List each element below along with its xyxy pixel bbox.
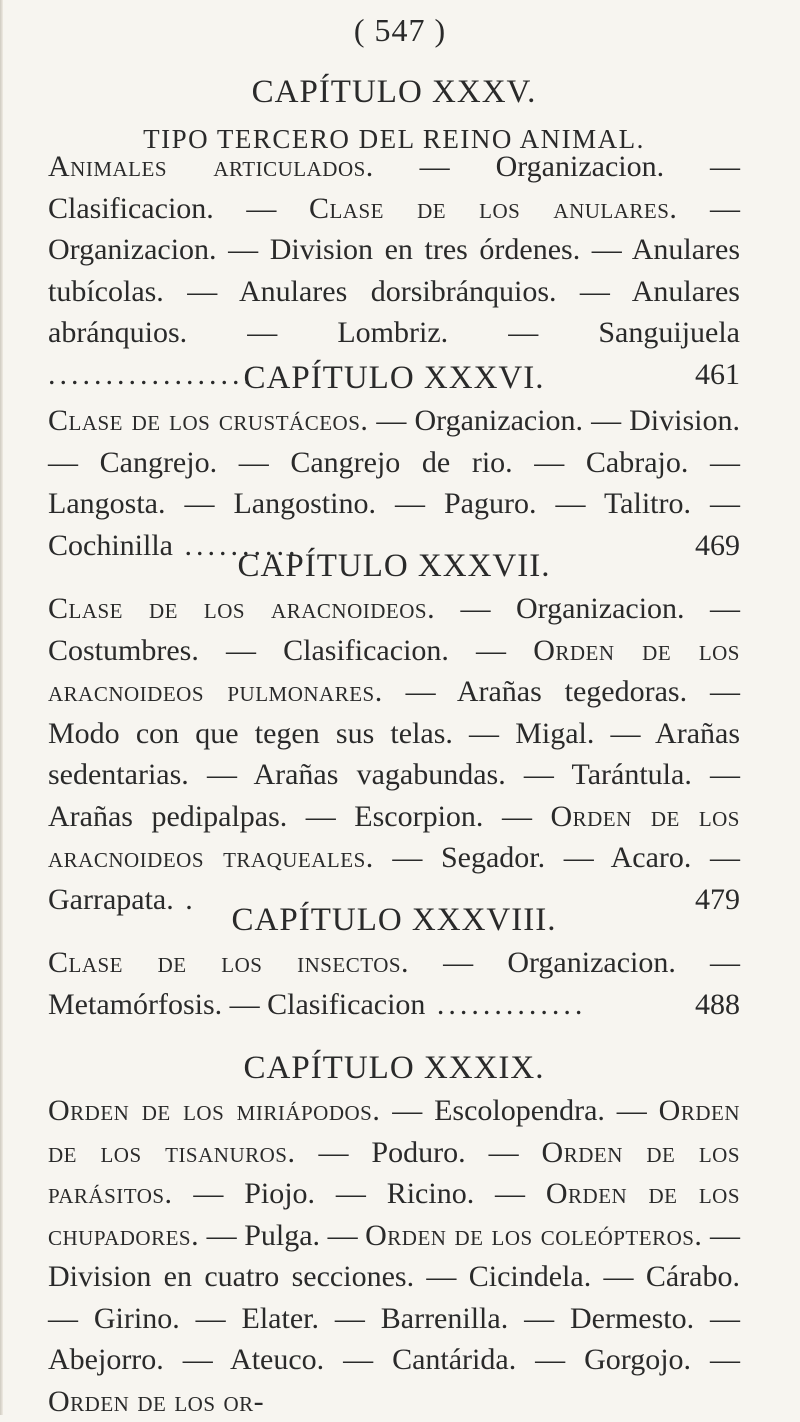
page-number: ( 547 ) [353, 12, 447, 48]
summary-text: — Arañas tegedoras. — Modo con que tegen sus telas. — Migal. — Arañas sedentarias. — Arañas vagabundas. — Tarántula. — Arañas pedipalpas. — Escorpion. — [48, 675, 740, 833]
chapter-summary [48, 942, 740, 1025]
chapter-summary [48, 1090, 740, 1422]
chapter-summary [48, 588, 740, 920]
summary-text: — Organizacion. — Metamórfosis. — Clasificacion [48, 946, 740, 1021]
summary-section: Orden de los parásitos. [48, 1135, 740, 1210]
chapter-subtitle: TIPO TERCERO DEL REINO ANIMAL. [143, 124, 645, 154]
summary-section: Clase de los anulares. [308, 191, 678, 225]
summary-text: — Poduro. — [295, 1135, 542, 1169]
page-reference: 479 [695, 882, 740, 916]
summary-lead: Animales articulados. [48, 150, 374, 183]
summary-lead: Clase de los insectos. [48, 946, 410, 979]
page-edge [0, 0, 3, 1415]
chapter-title: CAPÍTULO XXXVI. [243, 360, 545, 396]
chapter-title: CAPÍTULO XXXVII. [237, 548, 551, 584]
leader-dots: . [173, 882, 197, 916]
summary-text: — Organizacion. — Costumbres. — Clasificacion. — [48, 592, 741, 667]
leader-dots: .................. [48, 357, 255, 391]
summary-text: — Division en cuatro secciones. — Cicindela. — Cárabo. — Girino. — Elater. — Barrenilla. — Dermesto. — Abejorro. — Ateuco. — Cantárida. — Gorgojo. — [48, 1218, 740, 1376]
page-reference: 461 [695, 357, 740, 391]
chapter-summary [48, 400, 740, 566]
summary-text: — Organizacion. — Division en tres órdenes. — Anulares tubícolas. — Anulares dorsibránquios. — Anulares abránquios. — Lombriz. — Sanguijuela [48, 191, 741, 349]
summary-section: Orden de los or- [48, 1384, 265, 1418]
page-reference: 469 [695, 528, 740, 562]
summary-lead: Orden de los miriápodos. [48, 1094, 381, 1127]
chapter-title: CAPÍTULO XXXV. [251, 74, 537, 110]
chapter-summary [48, 146, 740, 395]
summary-text: — Piojo. — Ricino. — [172, 1177, 546, 1210]
summary-text: — Segador. — Acaro. — Garrapata. [48, 841, 741, 916]
summary-section: Orden de los aracnoideos pulmonares. [48, 633, 740, 708]
leader-dots: .......... [172, 528, 300, 562]
summary-lead: Clase de los crustáceos. [48, 404, 369, 437]
page-reference: 488 [695, 987, 740, 1021]
summary-text: — Escolopendra. — [380, 1094, 659, 1127]
summary-section: Orden de los tisanuros. [48, 1094, 740, 1169]
leader-dots: ............. [425, 987, 587, 1021]
summary-text: — Pulga. — [199, 1218, 366, 1252]
summary-section: Orden de los chupadores. [48, 1177, 740, 1252]
chapter-title: CAPÍTULO XXXVIII. [231, 902, 557, 938]
summary-section: Orden de los coleópteros. [365, 1218, 703, 1252]
summary-section: Orden de los aracnoideos traqueales. [48, 799, 740, 874]
summary-text: — Organizacion. — Division. — Cangrejo. — Cangrejo de rio. — Cabrajo. — Langosta. — Langostino. — Paguro. — Talitro. — Cochinilla [48, 404, 740, 562]
summary-lead: Clase de los aracnoideos. [48, 592, 436, 625]
chapter-title: CAPÍTULO XXXIX. [243, 1050, 545, 1086]
summary-text: — Organizacion. — Clasificacion. — [48, 150, 741, 225]
